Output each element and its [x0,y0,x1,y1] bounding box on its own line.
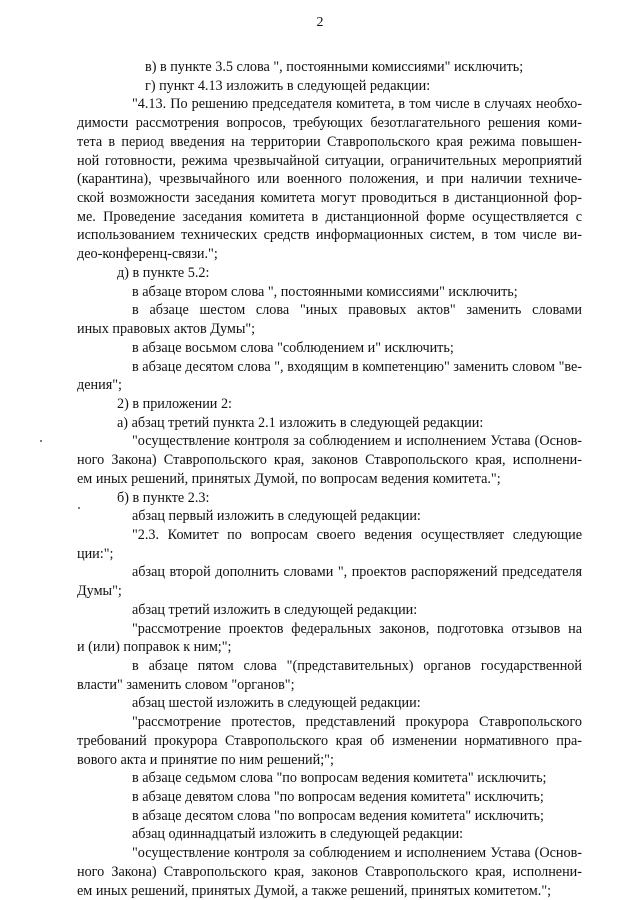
text-line: в абзаце восьмом слова "соблюдением и" исключить; [132,339,454,356]
text-line: абзац одиннадцатый изложить в следующей редакции: [132,826,464,843]
text-line: абзац второй дополнить словами ", проектов распоряжений председателя [132,564,582,581]
page-number: 2 [316,15,324,30]
text-line: "2.3. Комитет по вопросам своего ведения осуществляет следующие [132,526,582,543]
text-line: г) пункт 4.13 изложить в следующей редакции: [145,77,431,94]
text-line: а) абзац третий пункта 2.1 изложить в следующей редакции: [117,414,484,431]
text-line: в абзаце втором слова ", постоянными комиссиями" исключить; [132,283,518,300]
text-line: ем иных решений, принятых Думой, а также решений, принятых комитетом."; [77,882,552,899]
text-line: 2) в приложении 2: [117,395,232,412]
text-line: в абзаце пятом слова "(представительных) органов государственной власти" заменить словом "органов"; [77,658,582,693]
text-line: и (или) поправок к ним;"; [77,639,232,656]
text-line: "4.13. По решению председателя комитета, в том числе в случаях необхо- [132,96,582,113]
text-line: "осуществление контроля за соблюдением и исполнением Устава (Основ- [132,433,582,450]
text-line: использованием технических средств информационных систем, в том числе ви- [77,227,582,244]
text-line: в) в пункте 3.5 слова ", постоянными комиссиями" исключить; [145,59,524,75]
text-line: "рассмотрение проектов федеральных законов, подготовка отзывов на [132,620,582,637]
text-line: ной готовности, режима чрезвычайной ситуации, ограничительных мероприятий [77,152,582,169]
text-line: тета в период введения на территории Ставропольского края режима повышен- [77,133,582,150]
text-line: д) в пункте 5.2: [117,264,210,281]
text-line: абзац шестой изложить в следующей редакции: [132,695,421,712]
text-line: (карантина), чрезвычайного или военного положения, и при наличии техниче- [77,171,582,188]
text-line: в абзаце девятом слова "по вопросам ведения комитета" исключить; [132,789,544,806]
text-line: в абзаце десятом слова "по вопросам ведения комитета" исключить; [132,807,544,824]
document-body [77,58,582,900]
text-line: димости рассмотрения вопросов, требующих безотлагательного решения коми- [77,115,582,132]
text-line: ции:"; [77,545,114,562]
text-line: в абзаце шестом слова "иных правовых актов" заменить словами [132,302,582,319]
text-line: абзац первый изложить в следующей редакции: [132,508,421,525]
text-line: ного Закона) Ставропольского края, законов Ставропольского края, исполнени- [77,452,582,469]
text-line: "рассмотрение протестов, представлений прокурора Ставропольского [132,714,582,731]
text-line: ем иных решений, принятых Думой, по вопросам ведения комитета."; [77,470,501,487]
text-line: в абзаце десятом слова ", входящим в компетенцию" заменить словом "ве- [132,358,582,375]
text-line: дения"; [77,377,122,394]
text-line: ской возможности заседания комитета могут проводиться в дистанционной фор- [77,190,582,207]
text-line: вового акта и принятие по ним решений;"; [77,751,334,768]
text-line: абзац третий изложить в следующей редакции: [132,601,418,618]
text-line: иных правовых актов Думы"; [77,321,256,338]
text-line: требований прокурора Ставропольского края об изменении нормативного пра- [77,732,582,749]
scan-speck [78,507,80,509]
text-line: "осуществление контроля за соблюдением и исполнением Устава (Основ- [132,845,582,862]
text-line: в абзаце седьмом слова "по вопросам ведения комитета" исключить; [132,770,547,787]
text-line: ного Закона) Ставропольского края, законов Ставропольского края, исполнени- [77,863,582,880]
text-line: б) в пункте 2.3: [117,489,210,506]
text-line: Думы"; [77,583,122,600]
text-line: део-конференц-связи."; [77,246,218,263]
scan-speck [40,440,42,442]
text-line: ме. Проведение заседания комитета в дистанционной форме осуществляется с [77,208,582,225]
